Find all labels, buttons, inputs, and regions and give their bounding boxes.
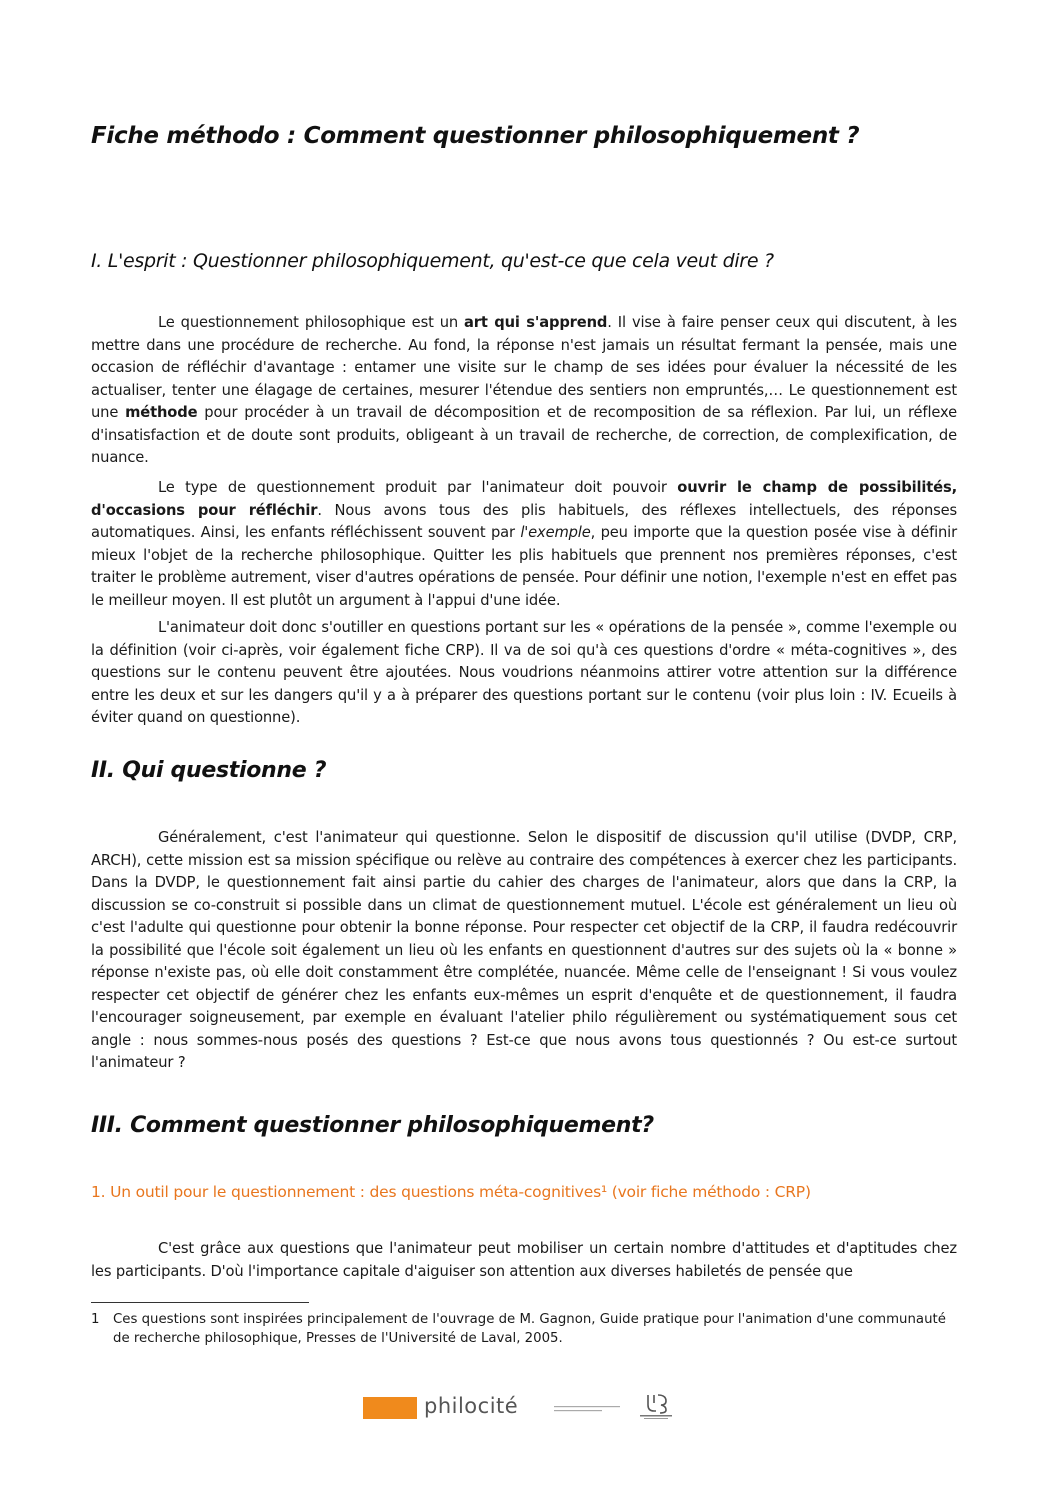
- section-1-paragraph-3: L'animateur doit donc s'outiller en questions portant sur les « opérations de la pensée », comme l'exemple ou la définition (voir ci-après, voir également fiche CRP). Il va de soi qu'à ces questions d'ordre « méta-cognitives », des questions sur le contenu peuvent être ajoutées. Nous voudrions néanmoins attirer votre attention sur la différence entre les deux et sur les dangers qu'il y a à préparer des questions portant sur le contenu (voir plus loin : IV. Ecueils à éviter quand on questionne).: [91, 619, 957, 726]
- section-1-heading: I. L'esprit : Questionner philosophiquement, qu'est-ce que cela veut dire ?: [91, 250, 774, 272]
- page-title: Fiche méthodo : Comment questionner philosophiquement ?: [91, 123, 860, 149]
- footnote-text: Ces questions sont inspirées principalement de l'ouvrage de M. Gagnon, Guide pratique pour l'animation d'une communauté de recherche philosophique, Presses de l'Université de Laval, 2005.: [113, 1312, 946, 1346]
- footer-sponsor-lines-icon: [554, 1402, 624, 1416]
- section-2-heading: II. Qui questionne ?: [91, 758, 327, 783]
- sponsor-emblem-icon: [636, 1391, 676, 1421]
- footer-accent-bar: [363, 1397, 417, 1419]
- section-3-paragraph-1: C'est grâce aux questions que l'animateur peut mobiliser un certain nombre d'attitudes et d'aptitudes chez les participants. D'où l'importance capitale d'aiguiser son attention aux diverses habiletés de pensée que: [91, 1240, 957, 1280]
- footnote-separator: [91, 1302, 309, 1303]
- section-3-heading: III. Comment questionner philosophiquement?: [91, 1113, 654, 1138]
- section-1-paragraph-1: Le questionnement philosophique est un art qui s'apprend. Il vise à faire penser ceux qui discutent, à les mettre dans une procédure de recherche. Au fond, la réponse n'est jamais un résultat fermant la pensée, mais une occasion de réfléchir d'avantage : entamer une visite sur le champ de ses idées pour évaluer la nécessité de les actualiser, tenter une élagage de certaines, mesurer l'étendue des sentiers non empruntés,… Le questionnement est une méthode pour procéder à un travail de décomposition et de recomposition de sa réflexion. Par lui, un réflexe d'insatisfaction et de doute sont produits, obligeant à un travail de recherche, de correction, de complexification, de nuance.: [91, 314, 957, 466]
- footer-sponsor-text: [554, 1402, 624, 1416]
- section-2-paragraph-1: Généralement, c'est l'animateur qui questionne. Selon le dispositif de discussion qu'il utilise (DVDP, CRP, ARCH), cette mission est sa mission spécifique ou relève au contraire des compétences à exercer chez les participants. Dans la DVDP, le questionnement fait ainsi partie du cahier des charges de l'animateur, alors que dans la CRP, la discussion se co-construit si possible dans un climat de questionnement mutuel. L'école est généralement un lieu où c'est l'adulte qui questionne pour obtenir la bonne réponse. Pour respecter cet objectif de la CRP, il faudra redécouvrir la possibilité que l'école soit également un lieu où les enfants en questionnent d'autres sur des sujets où la « bonne » réponse n'existe pas, où elle doit constamment être complétée, nuancée. Même celle de l'enseignant ! Si vous voulez respecter cet objectif de générer chez les enfants eux-mêmes un esprit d'enquête et de questionnement, il faudra l'encourager soigneusement, par exemple en évaluant l'atelier philo régulièrement ou systématiquement sous cet angle : nous sommes-nous posés des questions ? Est-ce que nous avons tous questionnés ? Ou est-ce surtout l'animateur ?: [91, 829, 957, 1071]
- section-3-subheading: 1. Un outil pour le questionnement : des questions méta-cognitives¹ (voir fiche méthodo : CRP): [91, 1183, 811, 1201]
- section-1-paragraph-2: Le type de questionnement produit par l'animateur doit pouvoir ouvrir le champ de possibilités, d'occasions pour réfléchir. Nous avons tous des plis habituels, des réflexes intellectuels, des réponses automatiques. Ainsi, les enfants réfléchissent souvent par l'exemple, peu importe que la question posée vise à définir mieux l'objet de la recherche philosophique. Quitter les plis habituels que prennent nos premières réponses, c'est traiter le problème autrement, viser d'autres opérations de pensée. Pour définir une notion, l'exemple n'est en effet pas le meilleur moyen. Il est plutôt un argument à l'appui d'une idée.: [91, 479, 958, 609]
- footer-brand-logo: philocité: [424, 1394, 519, 1418]
- footnote-number: 1: [91, 1312, 100, 1327]
